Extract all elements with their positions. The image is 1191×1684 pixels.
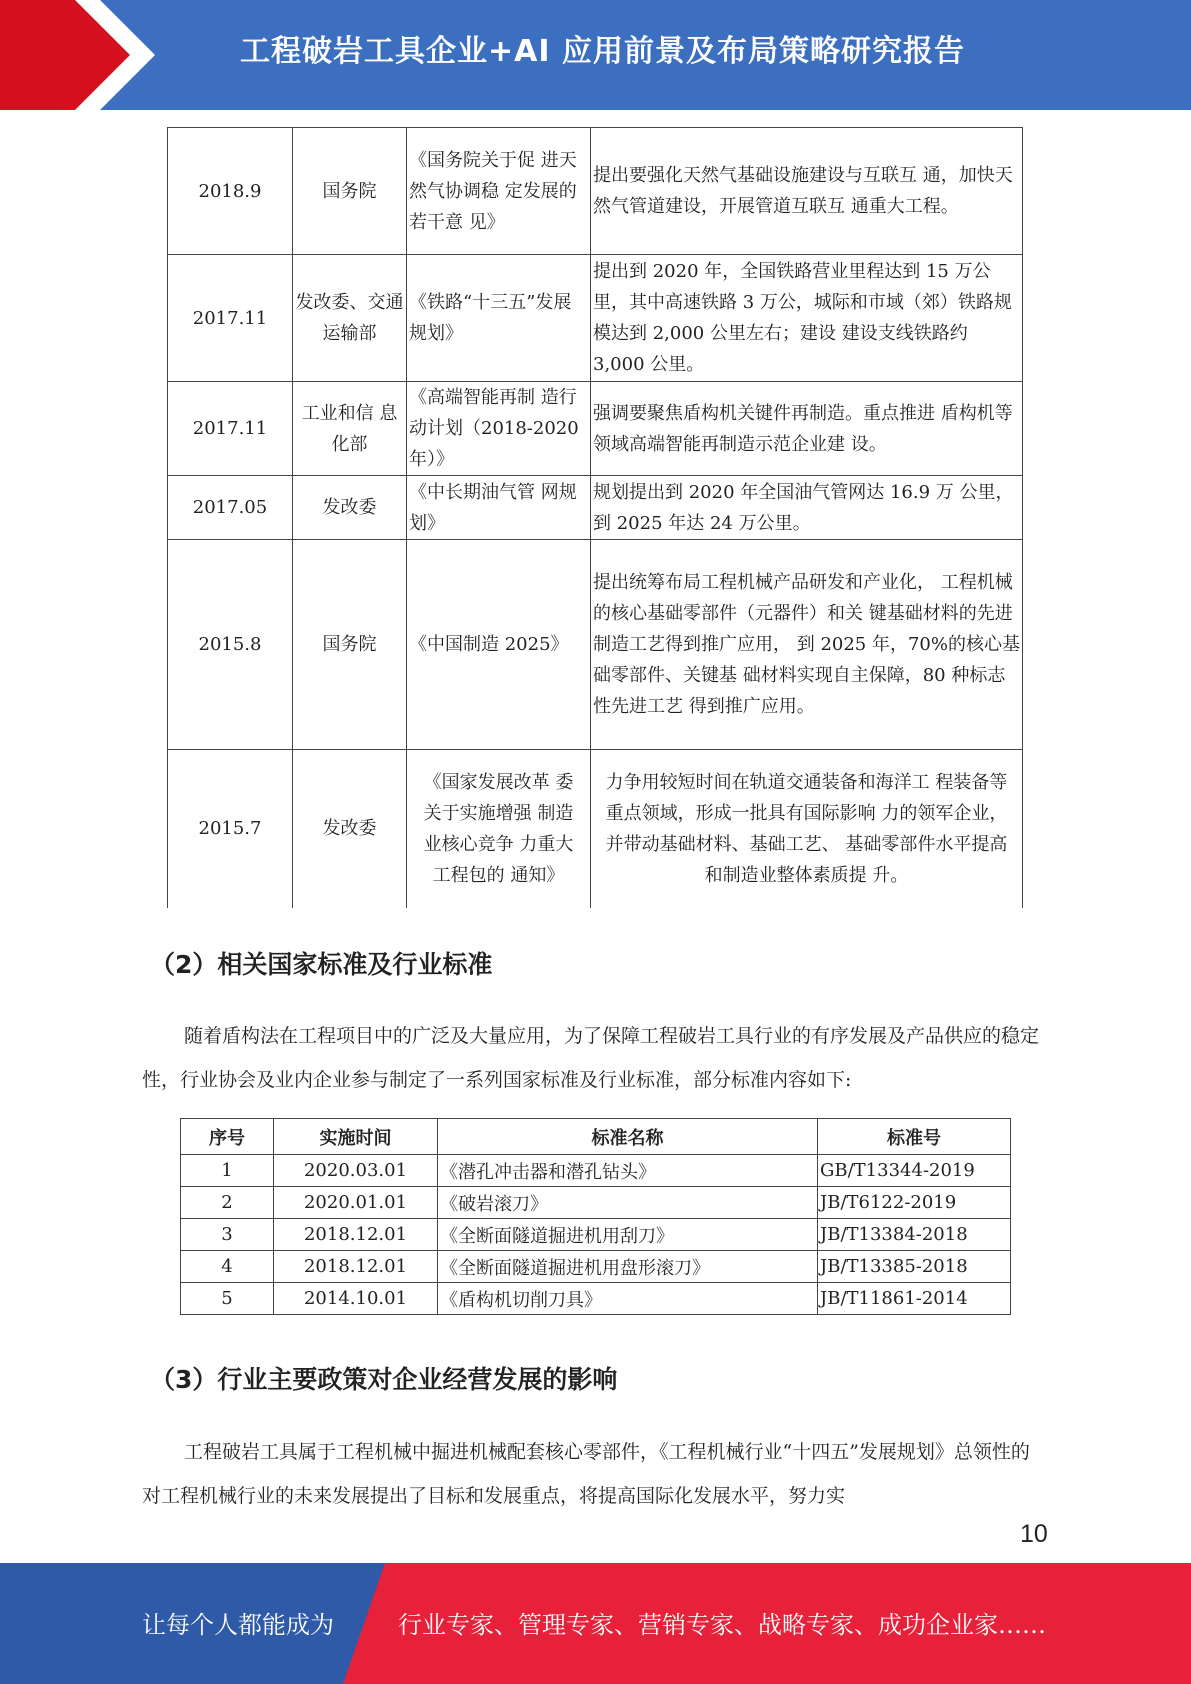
standard-date: 2020.03.01 [274,1155,438,1187]
standard-index: 3 [181,1219,274,1251]
policy-dept: 发改委、交通运输部 [293,255,407,382]
standard-code: JB/T13384-2018 [818,1219,1011,1251]
page-footer [0,1563,1191,1684]
table-row [181,1251,1011,1283]
section-heading-policy-impact: （3）行业主要政策对企业经营发展的影响 [150,1365,618,1394]
policy-table [167,127,1023,908]
policy-dept: 国务院 [293,128,407,255]
section-heading-standards: （2）相关国家标准及行业标准 [150,950,493,979]
policy-desc: 提出统筹布局工程机械产品研发和产业化， 工程机械的核心基础零部件（元器件）和关 键基础材料的先进制造工艺得到推广应用， 到 2025 年，70%的核心基础零部件、关键基 础材料实现自主保障，80 种标志性先进工艺 得到推广应用。 [591,540,1023,750]
standard-index: 5 [181,1283,274,1315]
footer-slogan-right: 行业专家、管理专家、营销专家、战略专家、成功企业家…… [398,1611,1046,1639]
paragraph-standards: 随着盾构法在工程项目中的广泛及大量应用，为了保障工程破岩工具行业的有序发展及产品供应的稳定性，行业协会及业内企业参与制定了一系列国家标准及行业标准，部分标准内容如下: [142,1025,1040,1091]
standard-code: JB/T13385-2018 [818,1251,1011,1283]
table-row [168,128,1023,255]
standard-name: 《全断面隧道掘进机用刮刀》 [438,1219,818,1251]
table-row [168,255,1023,382]
standard-date: 2018.12.01 [274,1219,438,1251]
policy-dept: 发改委 [293,476,407,540]
standard-name: 《盾构机切削刀具》 [438,1283,818,1315]
policy-desc: 规划提出到 2020 年全国油气管网达 16.9 万 公里，到 2025 年达 24 万公里。 [591,476,1023,540]
policy-desc: 力争用较短时间在轨道交通装备和海洋工 程装备等重点领域，形成一批具有国际影响 力的领军企业，并带动基础材料、基础工艺、 基础零部件水平提高和制造业整体素质提 升。 [591,750,1023,908]
table-row [168,382,1023,476]
standard-name: 《破岩滚刀》 [438,1187,818,1219]
table-row [181,1219,1011,1251]
policy-doc: 《铁路“十三五”发展规划》 [407,255,591,382]
standard-date: 2014.10.01 [274,1283,438,1315]
table-row [168,750,1023,908]
page-header [0,0,1191,110]
policy-dept: 工业和信 息化部 [293,382,407,476]
policy-date: 2018.9 [168,128,293,255]
policy-desc: 强调要聚焦盾构机关键件再制造。重点推进 盾构机等领域高端智能再制造示范企业建 设。 [591,382,1023,476]
policy-date: 2015.7 [168,750,293,908]
table-row [181,1187,1011,1219]
policy-doc: 《国家发展改革 委关于实施增强 制造业核心竞争 力重大工程包的 通知》 [407,750,591,908]
policy-dept: 发改委 [293,750,407,908]
standard-code: JB/T11861-2014 [818,1283,1011,1315]
policy-dept: 国务院 [293,540,407,750]
standard-date: 2018.12.01 [274,1251,438,1283]
table-row [168,540,1023,750]
standard-index: 4 [181,1251,274,1283]
footer-slogan-left: 让每个人都能成为 [142,1611,334,1639]
paragraph-policy-impact: 工程破岩工具属于工程机械中掘进机械配套核心零部件，《工程机械行业“十四五”发展规划》总领性的对工程机械行业的未来发展提出了目标和发展重点，将提高国际化发展水平，努力实 [142,1441,1030,1507]
table-header-row [181,1119,1011,1155]
policy-date: 2017.05 [168,476,293,540]
policy-doc: 《国务院关于促 进天然气协调稳 定发展的若干意 见》 [407,128,591,255]
page-number: 10 [1020,1520,1048,1548]
policy-doc: 《中国制造 2025》 [407,540,591,750]
table-row [181,1155,1011,1187]
policy-desc: 提出到 2020 年，全国铁路营业里程达到 15 万公里，其中高速铁路 3 万公，城际和市域（郊）铁路规模达到 2,000 公里左右；建设 建设支线铁路约 3,000 公里。 [591,255,1023,382]
standard-code: JB/T6122-2019 [818,1187,1011,1219]
standard-name: 《全断面隧道掘进机用盘形滚刀》 [438,1251,818,1283]
column-header: 实施时间 [274,1119,438,1155]
policy-date: 2015.8 [168,540,293,750]
column-header: 序号 [181,1119,274,1155]
standard-code: GB/T13344-2019 [818,1155,1011,1187]
column-header: 标准名称 [438,1119,818,1155]
table-row [168,476,1023,540]
column-header: 标准号 [818,1119,1011,1155]
policy-doc: 《中长期油气管 网规划》 [407,476,591,540]
report-title: 工程破岩工具企业+AI 应用前景及布局策略研究报告 [240,34,965,69]
policy-date: 2017.11 [168,382,293,476]
policy-date: 2017.11 [168,255,293,382]
standard-index: 1 [181,1155,274,1187]
standards-table [180,1118,1011,1315]
table-row [181,1283,1011,1315]
standard-date: 2020.01.01 [274,1187,438,1219]
standard-index: 2 [181,1187,274,1219]
policy-doc: 《高端智能再制 造行动计划（2018-2020 年）》 [407,382,591,476]
standard-name: 《潜孔冲击器和潜孔钻头》 [438,1155,818,1187]
policy-desc: 提出要强化天然气基础设施建设与互联互 通，加快天然气管道建设，开展管道互联互 通重大工程。 [591,128,1023,255]
